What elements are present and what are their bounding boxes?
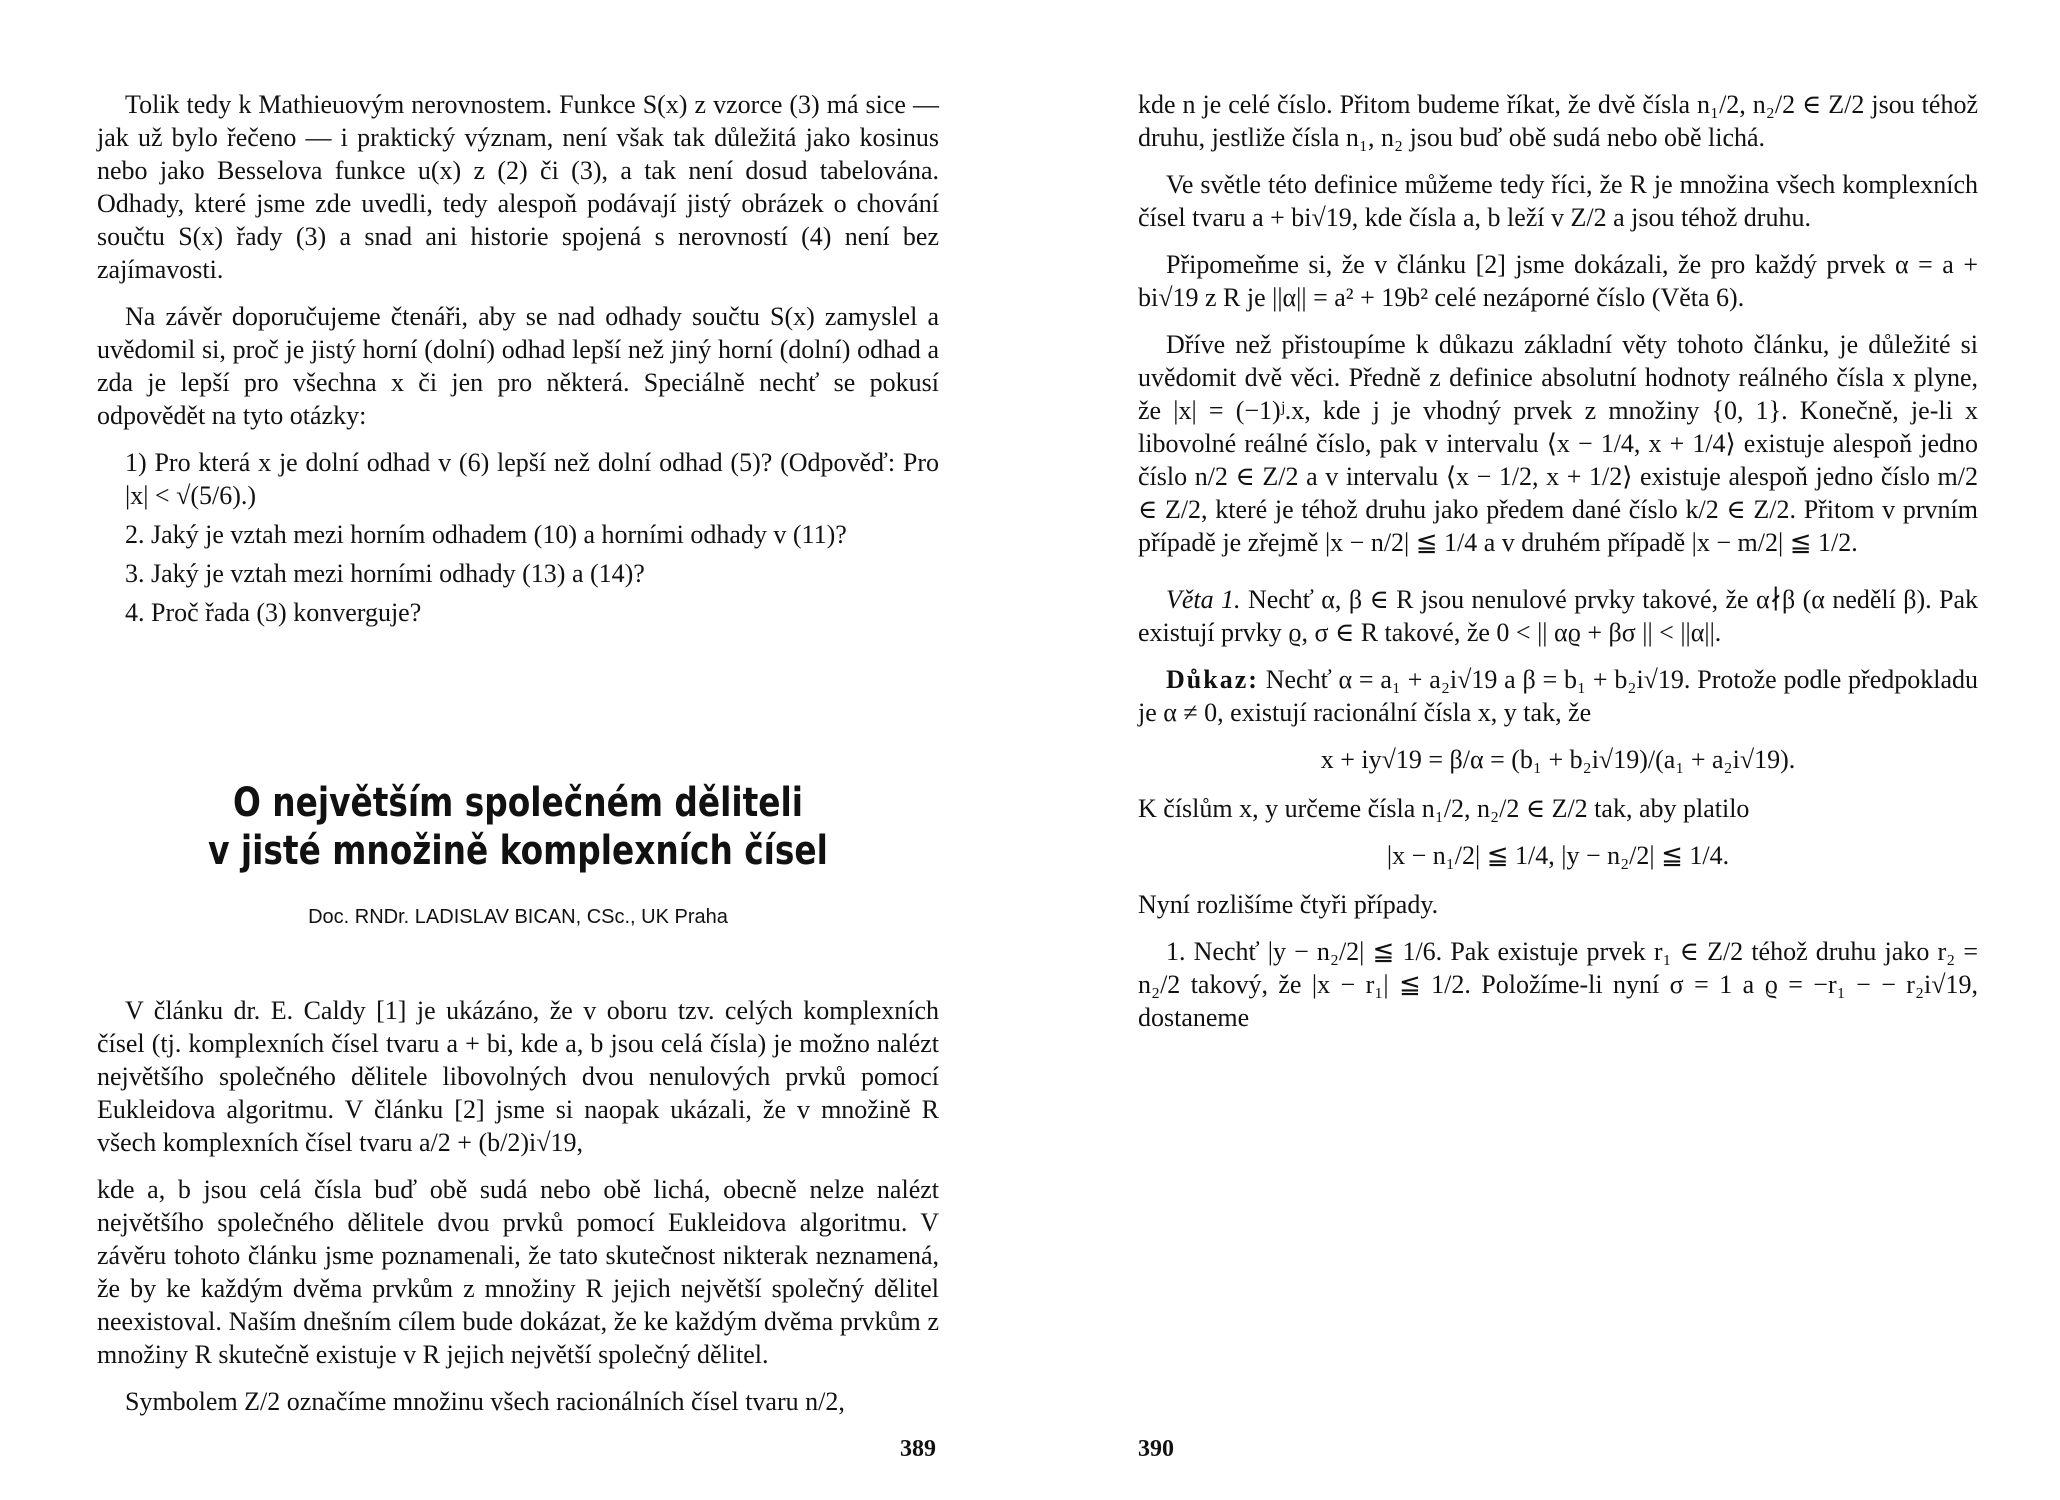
left-column [97, 88, 939, 1432]
right-paragraph-1: kde n je celé číslo. Přitom budeme říkat, že dvě čísla n₁/2, n₂/2 ∈ Z/2 jsou téhož druhu, jestliže čísla n₁, n₂ jsou buď obě sudá nebo obě lichá. [1138, 90, 1978, 152]
question-1: 1) Pro která x je dolní odhad v (6) lepší než dolní odhad (5)? (Odpověď: Pro |x| < √(5/6).) [125, 448, 939, 510]
intro-paragraph-2: Na závěr doporučujeme čtenáři, aby se nad odhady součtu S(x) zamyslel a uvědomil si, proč je jistý horní (dolní) odhad lepší než jiný horní (dolní) odhad a zda je lepší pro všechna x či jen pro některá. Speciálně nechť se pokusí odpovědět na tyto otázky: [97, 302, 939, 430]
page-number-right: 390 [1138, 1436, 1174, 1462]
text-2: K číslům x, y určeme čísla n₁/2, n₂/2 ∈ Z/2 tak, aby platilo [1138, 794, 1750, 823]
text-3: Nyní rozlišíme čtyři případy. [1138, 890, 1439, 919]
case-1: 1. Nechť |y − n₂/2| ≦ 1/6. Pak existuje prvek r₁ ∈ Z/2 téhož druhu jako r₂ = n₂/2 takový, že |x − r₁| ≦ 1/2. Položíme-li nyní σ = 1 a ϱ = −r₁ − − r₂i√19, dostaneme [1138, 937, 1978, 1032]
article-title-line-2: v jisté množině komplexních čísel [208, 828, 828, 874]
article-title-line-1: O největším společném děliteli [232, 780, 804, 826]
author-line: Doc. RNDr. LADISLAV BICAN, CSc., UK Praha [308, 906, 728, 928]
formula-2: |x − n₁/2| ≦ 1/4, |y − n₂/2| ≦ 1/4. [1386, 841, 1730, 870]
question-4: 4. Proč řada (3) konverguje? [125, 598, 422, 627]
right-column [1138, 88, 1978, 1048]
proof-text: Nechť α = a₁ + a₂i√19 a β = b₁ + b₂i√19. Protože podle předpokladu je α ≠ 0, existují racionální čísla x, y tak, že [1138, 665, 1979, 727]
right-paragraph-3: Připomeňme si, že v článku [2] jsme dokázali, že pro každý prvek α = a + bi√19 z R je ||α|| = a² + 19b² celé nezáporné číslo (Věta 6). [1138, 250, 1978, 312]
right-paragraph-4: Dříve než přistoupíme k důkazu základní věty tohoto článku, je důležité si uvědomit dvě věci. Předně z definice absolutní hodnoty reálného čísla x plyne, že |x| = (−1)ʲ.x, kde j je vhodný prvek z množiny {0, 1}. Konečně, je-li x libovolné reálné číslo, pak v intervalu ⟨x − 1/4, x + 1/4⟩ existuje alespoň jedno číslo n/2 ∈ Z/2 a v intervalu ⟨x − 1/2, x + 1/2⟩ existuje alespoň jedno číslo m/2 ∈ Z/2, které je téhož druhu jako předem dané číslo k/2 ∈ Z/2. Přitom v prvním případě je zřejmě |x − n/2| ≦ 1/4 a v druhém případě |x − m/2| ≦ 1/2. [1138, 330, 1978, 557]
proof-label: Důkaz: [1166, 665, 1259, 694]
right-paragraph-2: Ve světle této definice můžeme tedy říci, že R je množina všech komplexních čísel tvaru a + bi√19, kde čísla a, b leží v Z/2 a jsou téhož druhu. [1138, 170, 1978, 232]
page-number-left: 389 [900, 1436, 936, 1462]
theorem-label: Věta 1. [1166, 585, 1241, 614]
formula-1: x + iy√19 = β/α = (b₁ + b₂i√19)/(a₁ + a₂i√19). [1320, 745, 1796, 774]
question-3: 3. Jaký je vztah mezi horními odhady (13) a (14)? [125, 559, 645, 588]
article-paragraph-3: Symbolem Z/2 označíme množinu všech racionálních čísel tvaru n/2, [125, 1387, 845, 1416]
article-paragraph-2: kde a, b jsou celá čísla buď obě sudá nebo obě lichá, obecně nelze nalézt největšího společného dělitele dvou prvků pomocí Eukleidova algoritmu. V závěru tohoto článku jsme poznamenali, že tato skutečnost nikterak neznamená, že by ke každým dvěma prvkům z množiny R jejich největší společný dělitel neexistoval. Naším dnešním cílem bude dokázat, že ke každým dvěma prvkům z množiny R skutečně existuje v R jejich největší společný dělitel. [97, 1175, 939, 1369]
article-paragraph-1: V článku dr. E. Caldy [1] je ukázáno, že v oboru tzv. celých komplexních čísel (tj. komplexních čísel tvaru a + bi, kde a, b jsou celá čísla) je možno nalézt největšího společného dělitele libovolných dvou nenulových prvků pomocí Eukleidova algoritmu. V článku [2] jsme si naopak ukázali, že v množině R všech komplexních čísel tvaru a/2 + (b/2)i√19, [97, 996, 939, 1157]
intro-paragraph-1: Tolik tedy k Mathieuovým nerovnostem. Funkce S(x) z vzorce (3) má sice — jak už bylo řečeno — i praktický význam, není však tak důležitá jako kosinus nebo jako Besselova funkce u(x) z (2) či (3), a tak není dosud tabelována. Odhady, které jsme zde uvedli, tedy alespoň podávají jistý obrázek o chování součtu S(x) řady (3) a snad ani historie spojená s nerovností (4) není bez zajímavosti. [97, 90, 939, 284]
theorem-text: Nechť α, β ∈ R jsou nenulové prvky takové, že α∤β (α nedělí β). Pak existují prvky ϱ, σ ∈ R takové, že 0 < || αϱ + βσ || < ||α||. [1138, 585, 1979, 647]
right-page [1030, 0, 2060, 1500]
question-2: 2. Jaký je vztah mezi horním odhadem (10) a horními odhady v (11)? [125, 520, 847, 549]
theorem-1 [1138, 583, 1978, 649]
proof [1138, 663, 1978, 729]
article-title [173, 779, 863, 875]
